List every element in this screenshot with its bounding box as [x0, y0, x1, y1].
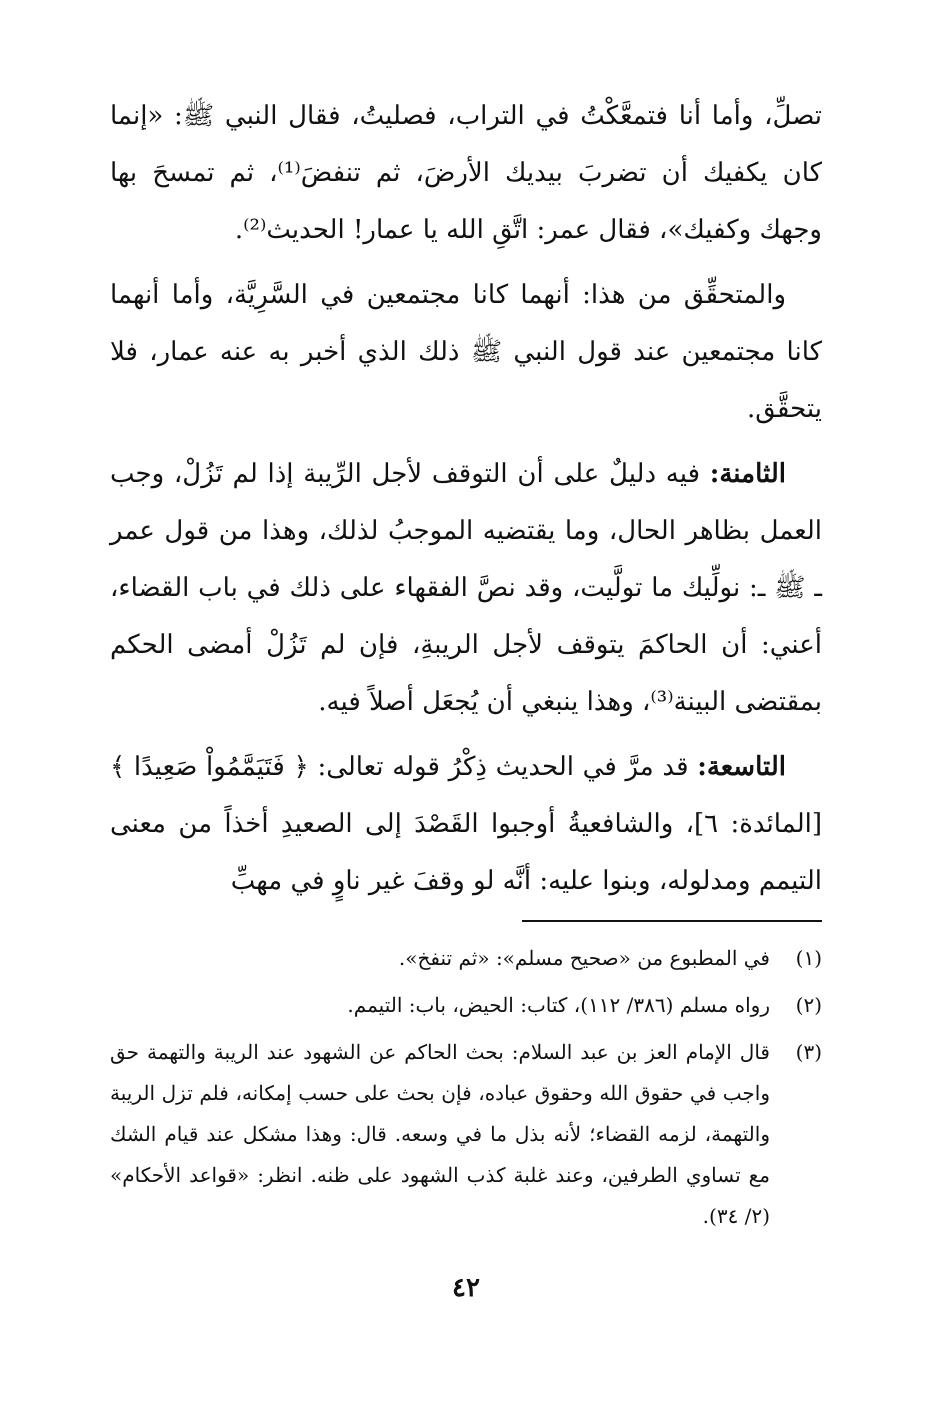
- footnote-number: (٢): [795, 993, 822, 1017]
- paragraph-body: تصلِّ، وأما أنا فتمعَّكْتُ في التراب، فصليتُ، فقال النبي ﷺ: «إنما كان يكفيك أن تضربَ بيديك الأرضَ، ثم تنفضَ⁽¹⁾، ثم تمسحَ بها وجهك وكفيك»، فقال عمر: اتَّقِ الله يا عمار! الحديث⁽²⁾.: [110, 101, 823, 245]
- footnote-text: رواه مسلم (٣٨٦/ ١١٢)، كتاب: الحيض، باب: التيمم.: [347, 993, 770, 1017]
- paragraph-3: [110, 446, 822, 731]
- footnote-text: قال الإمام العز بن عبد السلام: بحث الحاكم عن الشهود عند الريبة والتهمة حق واجب في حقوق الله وحقوق عباده، فإن بحث على حسب إمكانه، فلم تزل الريبة والتهمة، لزمه القضاء؛ لأنه بذل ما في وسعه. قال: وهذا مشكل عند قيام الشك مع تساوي الطرفين، وعند غلبة كذب الشهود على ظنه. انظر: «قواعد الأحكام» (٢/ ٣٤).: [110, 1040, 770, 1228]
- paragraph-4: [110, 739, 822, 910]
- footnote-number: (٣): [795, 1040, 822, 1064]
- footnote-1: [110, 938, 822, 979]
- footnote-2: [110, 985, 822, 1026]
- page-number: ٤٢: [452, 1273, 480, 1303]
- paragraph-body: فيه دليلٌ على أن التوقف لأجل الرِّيبة إذا لم تَزُلْ، وجب العمل بظاهر الحال، وما يقتضيه الموجبُ لذلك، وهذا من قول عمر ـ ﷺ ـ: نولِّيك ما تولَّيت، وقد نصَّ الفقهاء على ذلك في باب القضاء، أعني: أن الحاكمَ يتوقف لأجل الريبةِ، فإن لم تَزُلْ أمضى الحكم بمقتضى البينة⁽³⁾، وهذا ينبغي أن يُجعَل أصلاً فيه.: [110, 459, 822, 717]
- footnote-number: (١): [795, 946, 822, 970]
- main-text: [110, 88, 822, 910]
- footnote-divider: [522, 920, 822, 922]
- paragraph-1: [110, 88, 822, 259]
- footnote-3: [110, 1032, 822, 1237]
- paragraph-2: [110, 267, 822, 438]
- paragraph-body: والمتحقِّق من هذا: أنهما كانا مجتمعين في السَّرِيَّة، وأما أنهما كانا مجتمعين عند قول النبي ﷺ ذلك الذي أخبر به عنه عمار، فلا يتحقَّق.: [110, 280, 822, 424]
- paragraph-body: قد مرَّ في الحديث ذِكْرُ قوله تعالى: ﴿ فَتَيَمَّمُواْ صَعِيدًا ﴾[المائدة: ٦]، والشافعيةُ أوجبوا القَصْدَ إلى الصعيدِ أخذاً من معنى التيمم ومدلوله، وبنوا عليه: أنَّه لو وقفَ غير ناوٍ في مهبِّ: [110, 752, 822, 896]
- footnote-text: في المطبوع من «صحيح مسلم»: «ثم تنفخ».: [398, 946, 770, 970]
- paragraph-lead: التاسعة:: [697, 752, 786, 782]
- paragraph-lead: الثامنة:: [709, 459, 786, 489]
- footnotes: [110, 938, 822, 1243]
- book-page: [110, 88, 822, 1348]
